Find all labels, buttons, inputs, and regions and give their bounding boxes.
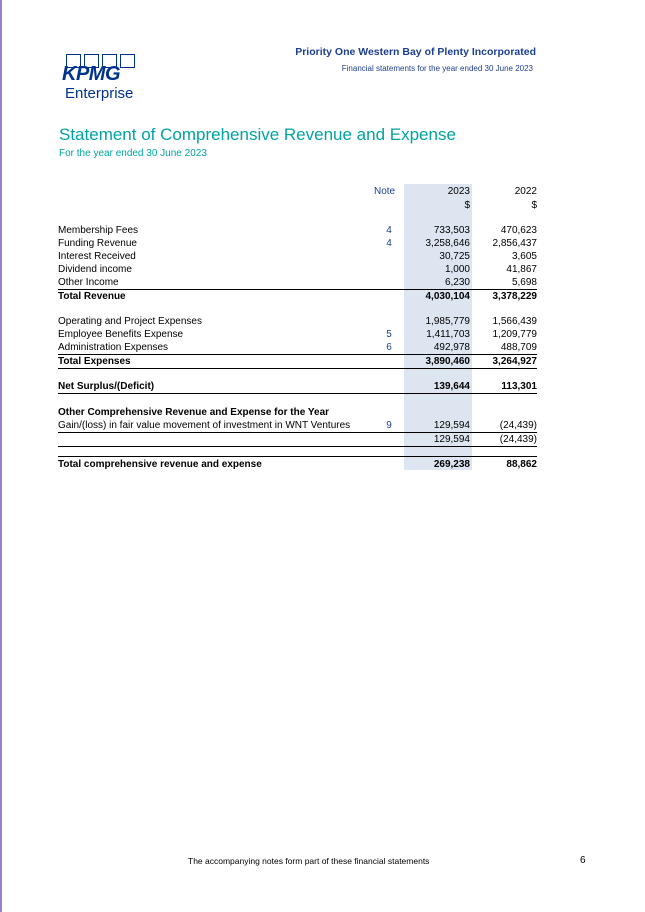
row-note: 4 bbox=[386, 225, 392, 236]
row-value-2023: 129,594 bbox=[433, 434, 470, 445]
row-label: Operating and Project Expenses bbox=[58, 316, 202, 327]
row-value-2022: 1,209,779 bbox=[492, 329, 537, 340]
row-label: Administration Expenses bbox=[58, 342, 169, 353]
row-value-2023: 3,890,460 bbox=[425, 356, 470, 367]
table-row bbox=[58, 237, 537, 250]
row-value-2022: 470,623 bbox=[500, 225, 537, 236]
row-label: Interest Received bbox=[58, 251, 136, 262]
row-note: 5 bbox=[386, 329, 392, 340]
currency-2023-header: $ bbox=[464, 200, 470, 211]
row-label: Dividend income bbox=[58, 264, 132, 275]
page-number: 6 bbox=[580, 855, 586, 866]
row-value-2023: 269,238 bbox=[433, 459, 470, 470]
row-label: Total Revenue bbox=[58, 291, 126, 302]
row-value-2023: 492,978 bbox=[433, 342, 470, 353]
table-row bbox=[58, 263, 537, 276]
row-value-2023: 4,030,104 bbox=[425, 291, 470, 302]
row-value-2023: 1,000 bbox=[444, 264, 470, 275]
table-row bbox=[58, 224, 537, 237]
row-value-2022: 5,698 bbox=[511, 277, 537, 288]
total-expenses-row bbox=[58, 355, 537, 368]
rule-line bbox=[58, 456, 537, 457]
statement-period: For the year ended 30 June 2023 bbox=[59, 148, 207, 159]
row-value-2022: 88,862 bbox=[506, 459, 537, 470]
year-2023-header: 2023 bbox=[447, 186, 470, 197]
header-subtitle: Financial statements for the year ended 30 June 2023 bbox=[341, 64, 533, 73]
net-surplus-row bbox=[58, 380, 537, 393]
row-label: Total Expenses bbox=[58, 356, 131, 367]
note-column-header: Note bbox=[374, 186, 396, 197]
total-comprehensive-row bbox=[58, 458, 537, 471]
table-row bbox=[58, 419, 537, 432]
table-row bbox=[58, 341, 537, 354]
table-row bbox=[58, 250, 537, 263]
page-left-border bbox=[0, 0, 2, 912]
logo-brand: KPMG bbox=[62, 63, 120, 85]
row-label: Membership Fees bbox=[58, 225, 139, 236]
row-value-2023: 129,594 bbox=[433, 420, 470, 431]
table-row bbox=[58, 315, 537, 328]
row-value-2023: 733,503 bbox=[433, 225, 470, 236]
kpmg-enterprise-logo bbox=[62, 54, 138, 104]
row-value-2022: 3,264,927 bbox=[492, 356, 537, 367]
table-row bbox=[58, 328, 537, 341]
table-row bbox=[58, 276, 537, 289]
row-value-2022: 488,709 bbox=[500, 342, 537, 353]
row-note: 9 bbox=[386, 420, 392, 431]
logo-sub: Enterprise bbox=[65, 85, 134, 102]
row-value-2022: 2,856,437 bbox=[492, 238, 537, 249]
row-value-2022: 113,301 bbox=[501, 381, 537, 392]
row-value-2023: 1,985,779 bbox=[425, 316, 470, 327]
row-label: Employee Benefits Expense bbox=[58, 329, 184, 340]
row-value-2022: (24,439) bbox=[499, 420, 537, 431]
row-label: Total comprehensive revenue and expense bbox=[58, 459, 262, 470]
row-label: Funding Revenue bbox=[58, 238, 137, 249]
row-value-2022: 1,566,439 bbox=[492, 316, 537, 327]
row-value-2022: 3,605 bbox=[511, 251, 537, 262]
row-value-2023: 30,725 bbox=[439, 251, 470, 262]
year-2022-header: 2022 bbox=[514, 186, 537, 197]
row-label: Net Surplus/(Deficit) bbox=[58, 381, 155, 392]
subtotal-row bbox=[58, 433, 537, 446]
row-value-2023: 139,644 bbox=[433, 381, 470, 392]
row-value-2022: 3,378,229 bbox=[492, 291, 537, 302]
row-value-2022: 41,867 bbox=[506, 264, 537, 275]
other-comprehensive-heading bbox=[58, 406, 537, 419]
row-note: 4 bbox=[386, 238, 392, 249]
row-label: Other Comprehensive Revenue and Expense for the Year bbox=[58, 407, 330, 418]
row-label: Gain/(loss) in fair value movement of investment in WNT Ventures bbox=[58, 420, 351, 431]
statement-title: Statement of Comprehensive Revenue and Expense bbox=[59, 125, 456, 144]
row-value-2023: 1,411,703 bbox=[426, 329, 470, 340]
company-name: Priority One Western Bay of Plenty Incorporated bbox=[295, 46, 536, 58]
row-label: Other Income bbox=[58, 277, 119, 288]
rule-line bbox=[58, 393, 537, 394]
row-value-2023: 3,258,646 bbox=[425, 238, 470, 249]
row-value-2022: (24,439) bbox=[499, 434, 537, 445]
currency-2022-header: $ bbox=[531, 200, 537, 211]
rule-line bbox=[58, 446, 537, 447]
total-revenue-row bbox=[58, 290, 537, 303]
row-note: 6 bbox=[386, 342, 392, 353]
footer-note: The accompanying notes form part of these financial statements bbox=[188, 856, 430, 866]
row-value-2023: 6,230 bbox=[444, 277, 470, 288]
rule-line bbox=[58, 368, 537, 369]
